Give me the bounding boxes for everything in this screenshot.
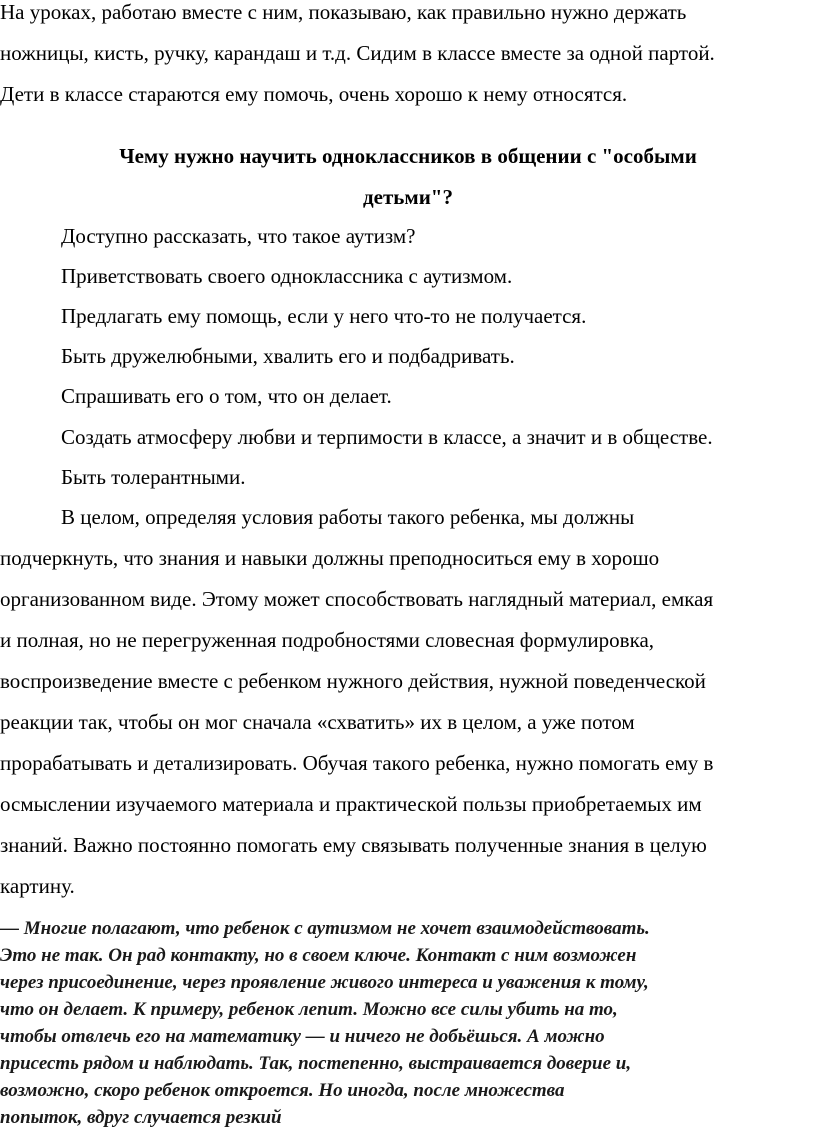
list-item: Создать атмосферу любви и терпимости в классе, а значит и в обществе.	[61, 425, 713, 449]
main-paragraph-line: подчеркнуть, что знания и навыки должны преподноситься ему в хорошо	[0, 546, 660, 570]
main-paragraph-line: картину.	[0, 874, 75, 898]
quote-line: попыток, вдруг случается резкий	[0, 1107, 282, 1128]
quote-line: возможно, скоро ребенок откроется. Но иногда, после множества	[0, 1080, 565, 1101]
quote-line: через присоединение, через проявление живого интереса и уважения к тому,	[0, 972, 649, 993]
main-paragraph-line: воспроизведение вместе с ребенком нужного действия, нужной поведенческой	[0, 669, 706, 693]
section-heading-line: Чему нужно научить одноклассников в общении с "особыми	[119, 144, 697, 168]
list-item: Доступно рассказать, что такое аутизм?	[61, 224, 416, 248]
main-paragraph-line: и полная, но не перегруженная подробностями словесная формулировка,	[0, 628, 655, 652]
main-paragraph-line: организованном виде. Этому может способствовать наглядный материал, емкая	[0, 587, 714, 611]
list-item: Предлагать ему помощь, если у него что-то не получается.	[61, 304, 587, 328]
main-paragraph-line: прорабатывать и детализировать. Обучая такого ребенка, нужно помогать ему в	[0, 751, 714, 775]
quote-line: — Многие полагают, что ребенок с аутизмом не хочет взаимодействовать.	[0, 918, 650, 939]
quote-line: Это не так. Он рад контакту, но в своем ключе. Контакт с ним возможен	[0, 945, 637, 966]
intro-line: На уроках, работаю вместе с ним, показываю, как правильно нужно держать	[0, 0, 687, 24]
main-paragraph-line: В целом, определяя условия работы такого ребенка, мы должны	[61, 505, 635, 529]
quote-line: присесть рядом и наблюдать. Так, постепенно, выстраивается доверие и,	[0, 1053, 632, 1074]
quote-line: чтобы отвлечь его на математику — и ничего не добьёшься. А можно	[0, 1026, 605, 1047]
main-paragraph-line: осмыслении изучаемого материала и практической пользы приобретаемых им	[0, 792, 702, 816]
section-heading-line: детьми"?	[363, 185, 453, 209]
quote-line: что он делает. К примеру, ребенок лепит. Можно все силы убить на то,	[0, 999, 618, 1020]
list-item: Быть толерантными.	[61, 465, 246, 489]
list-item: Спрашивать его о том, что он делает.	[61, 384, 392, 408]
list-item: Быть дружелюбными, хвалить его и подбадривать.	[61, 344, 515, 368]
main-paragraph-line: знаний. Важно постоянно помогать ему связывать полученные знания в целую	[0, 833, 707, 857]
list-item: Приветствовать своего одноклассника с аутизмом.	[61, 264, 513, 288]
intro-line: ножницы, кисть, ручку, карандаш и т.д. Сидим в классе вместе за одной партой.	[0, 41, 715, 65]
intro-line: Дети в классе стараются ему помочь, очень хорошо к нему относятся.	[0, 82, 628, 106]
main-paragraph-line: реакции так, чтобы он мог сначала «схватить» их в целом, а уже потом	[0, 710, 635, 734]
